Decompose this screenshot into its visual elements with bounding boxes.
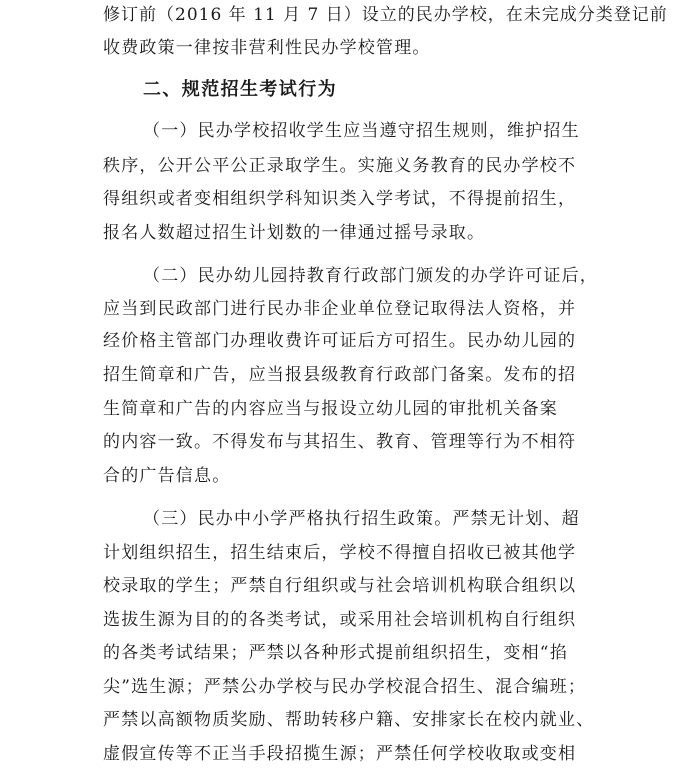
text-line: 的各类考试结果；严禁以各种形式提前组织招生，变相“掐 — [103, 643, 568, 663]
text-line: 生简章和广告的内容应当与报设立幼儿园的审批机关备案 — [103, 399, 558, 419]
text-line: 选拔生源为目的的各类考试，或采用社会培训机构自行组织 — [103, 610, 577, 630]
text-line: 报名人数超过招生计划数的一律通过摇号录取。 — [103, 223, 486, 243]
text-line: 得组织或者变相组织学科知识类入学考试，不得提前招生， — [103, 189, 577, 209]
text-line: 经价格主管部门办理收费许可证后方可招生。民办幼儿园的 — [103, 331, 577, 351]
text-line: （三）民办中小学严格执行招生政策。严禁无计划、超 — [143, 509, 580, 529]
text-line: 合的广告信息。 — [103, 466, 231, 486]
text-line: 应当到民政部门进行民办非企业单位登记取得法人资格，并 — [103, 299, 577, 319]
text-line: 校录取的学生；严禁自行组织或与社会培训机构联合组织以 — [103, 576, 577, 596]
text-line: 秩序，公开公平公正录取学生。实施义务教育的民办学校不 — [103, 156, 577, 176]
text-line: 虚假宣传等不正当手段招揽生源；严禁任何学校收取或变相 — [103, 744, 577, 764]
text-line: 招生简章和广告，应当报县级教育行政部门备案。发布的招 — [103, 365, 577, 385]
text-line: 的内容一致。不得发布与其招生、教育、管理等行为不相符 — [103, 432, 577, 452]
section-heading: 二、规范招生考试行为 — [143, 79, 337, 100]
text-line: 修订前（2016 年 11 月 7 日）设立的民办学校，在未完成分类登记前 — [103, 5, 668, 25]
text-line: 计划组织招生，招生结束后，学校不得擅自招收已被其他学 — [103, 543, 577, 563]
text-line: 收费政策一律按非营利性民办学校管理。 — [103, 38, 431, 58]
text-line: 尖”选生源；严禁公办学校与民办学校混合招生、混合编班； — [103, 677, 587, 697]
text-line: （二）民办幼儿园持教育行政部门颁发的办学许可证后， — [143, 266, 598, 286]
text-line: 严禁以高额物质奖励、帮助转移户籍、安排家长在校内就业、 — [103, 710, 595, 730]
text-line: （一）民办学校招收学生应当遵守招生规则，维护招生 — [143, 121, 580, 141]
